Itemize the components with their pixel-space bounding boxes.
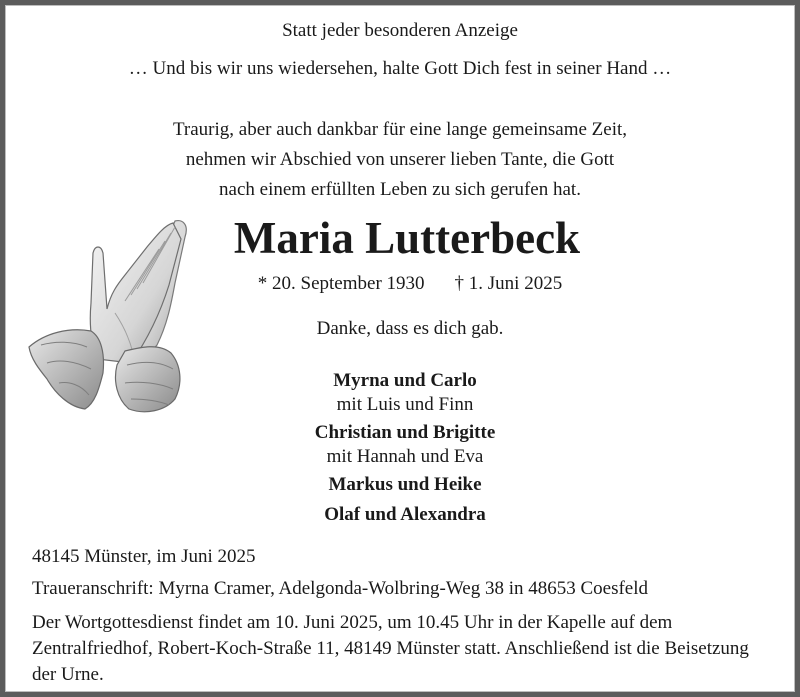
life-dates <box>225 273 595 295</box>
notice-footer <box>32 546 775 688</box>
place-and-date: 48145 Münster, im Juni 2025 <box>32 546 256 567</box>
praying-hands-icon <box>25 213 197 419</box>
birth-date: * 20. September 1930 <box>257 273 425 294</box>
intro-text <box>5 115 795 205</box>
mourning-address: Traueranschrift: Myrna Cramer, Adelgonda-Wolbring-Weg 38 in 48653 Coesfeld <box>32 578 649 599</box>
mourner-names: Markus und Heike <box>328 474 482 495</box>
notice-header: Statt jeder besonderen Anzeige <box>282 20 518 41</box>
intro-line-2: nehmen wir Abschied von unserer lieben Tante, die Gott <box>185 149 615 170</box>
death-date: † 1. Juni 2025 <box>454 273 563 294</box>
mourner-names: Olaf und Alexandra <box>324 504 486 525</box>
thanks-line: Danke, dass es dich gab. <box>316 318 504 339</box>
mourner-children: mit Luis und Finn <box>336 394 474 415</box>
mourner-names: Myrna und Carlo <box>333 370 477 391</box>
mourner-children: mit Hannah und Eva <box>326 446 484 467</box>
service-details: Der Wortgottesdienst findet am 10. Juni 2025, um 10.45 Uhr in der Kapelle auf dem Zentralfriedhof, Robert-Koch-Straße 11, 48149 Münster statt. Anschließend ist die Beisetzung der Urne. <box>32 612 749 685</box>
deceased-name: Maria Lutterbeck <box>233 213 581 263</box>
mourner-names: Christian und Brigitte <box>314 422 496 443</box>
notice-verse: … Und bis wir uns wiedersehen, halte Gott Dich fest in seiner Hand … <box>128 58 672 79</box>
intro-line-1: Traurig, aber auch dankbar für eine lange gemeinsame Zeit, <box>172 119 628 140</box>
intro-line-3: nach einem erfüllten Leben zu sich gerufen hat. <box>219 179 581 200</box>
mourners-list <box>255 368 555 528</box>
